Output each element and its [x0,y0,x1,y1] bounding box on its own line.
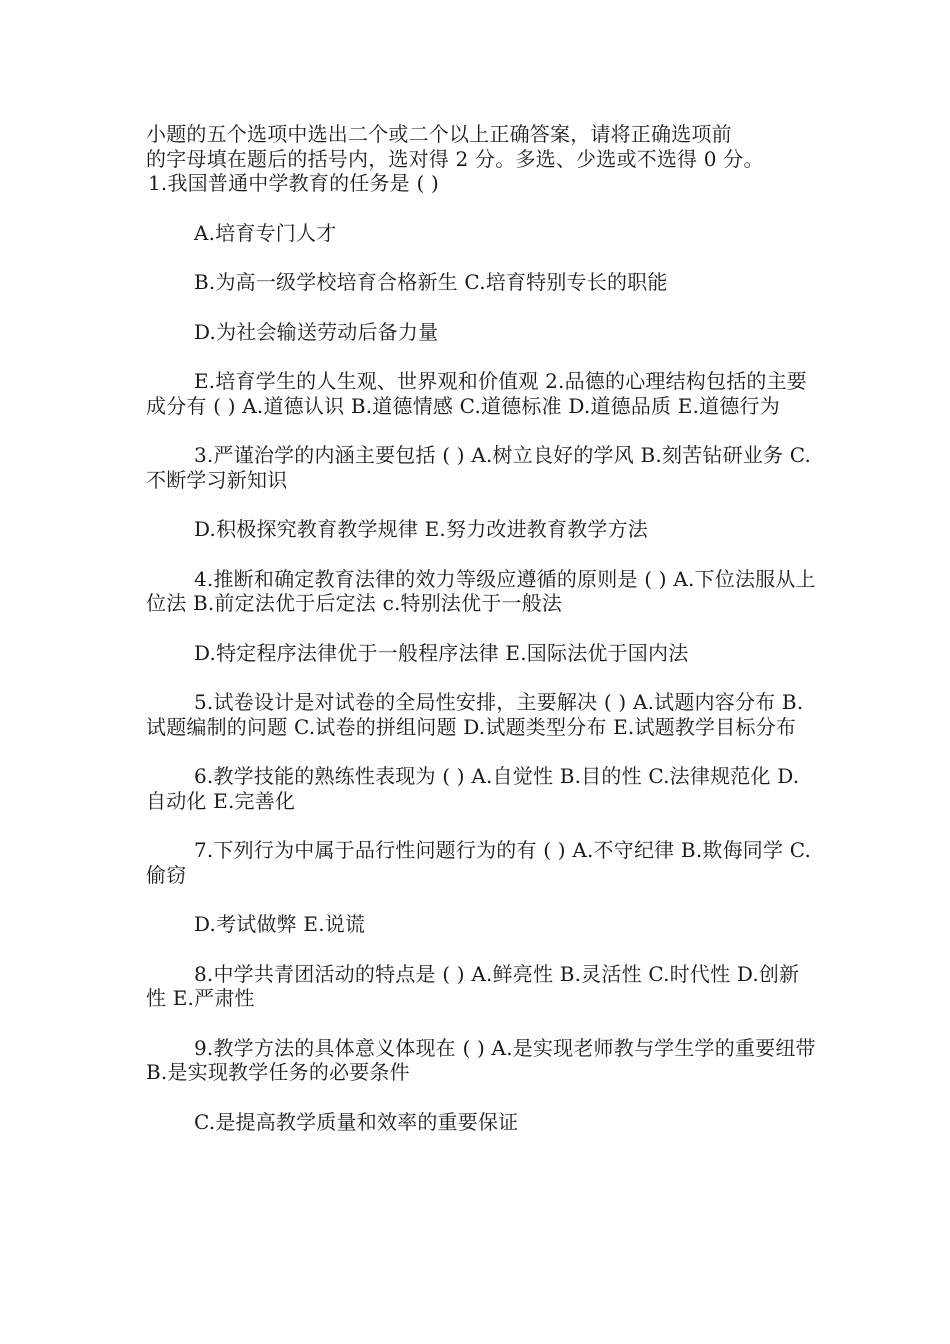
question-4-options-de: D.特定程序法律优于一般程序法律 E.国际法优于国内法 [194,640,689,665]
document-body [146,122,818,1134]
question-4: 4.推断和确定教育法律的效力等级应遵循的原则是 ( ) A.下位法服从上位法 B.前定法优于后定法 c.特别法优于一般法 [146,566,816,615]
question-3: 3.严谨治学的内涵主要包括 ( ) A.树立良好的学风 B.刻苦钻研业务 C.不断学习新知识 [146,443,812,492]
question-6: 6.教学技能的熟练性表现为 ( ) A.自觉性 B.目的性 C.法律规范化 D.自动化 E.完善化 [146,764,800,813]
question-9: 9.教学方法的具体意义体现在 ( ) A.是实现老师教与学生学的重要纽带 B.是实现教学任务的必要条件 [146,1035,816,1084]
question-3-options-de: D.积极探究教育教学规律 E.努力改进教育教学方法 [194,517,648,541]
question-1-option-bc: B.为高一级学校培育合格新生 C.培育特别专长的职能 [194,270,668,294]
question-7: 7.下列行为中属于品行性问题行为的有 ( ) A.不守纪律 B.欺侮同学 C.偷窃 [146,838,812,887]
intro-line-2: 的字母填在题后的括号内，选对得 2 分。多选、少选或不选得 0 分。 [146,146,764,171]
question-5: 5.试卷设计是对试卷的全局性安排，主要解决 ( ) A.试题内容分布 B.试题编制的问题 C.试卷的拼组问题 D.试题类型分布 E.试题教学目标分布 [146,690,804,739]
question-1-option-d: D.为社会输送劳动后备力量 [194,319,439,344]
question-1-option-e-question-2: E.培育学生的人生观、世界观和价值观 2.品德的心理结构包括的主要成分有 ( ) A.道德认识 B.道德情感 C.道德标准 D.道德品质 E.道德行为 [146,369,807,418]
question-1-option-a: A.培育专门人才 [194,220,337,245]
question-1: 1.我国普通中学教育的任务是 ( ) [148,171,440,195]
intro-line-1: 小题的五个选项中选出二个或二个以上正确答案，请将正确选项前 [146,122,732,146]
question-7-options-de: D.考试做弊 E.说谎 [194,912,366,936]
question-8: 8.中学共青团活动的特点是 ( ) A.鲜亮性 B.灵活性 C.时代性 D.创新性 E.严肃性 [146,961,800,1010]
question-9-option-c: C.是提高教学质量和效率的重要保证 [194,1109,519,1134]
